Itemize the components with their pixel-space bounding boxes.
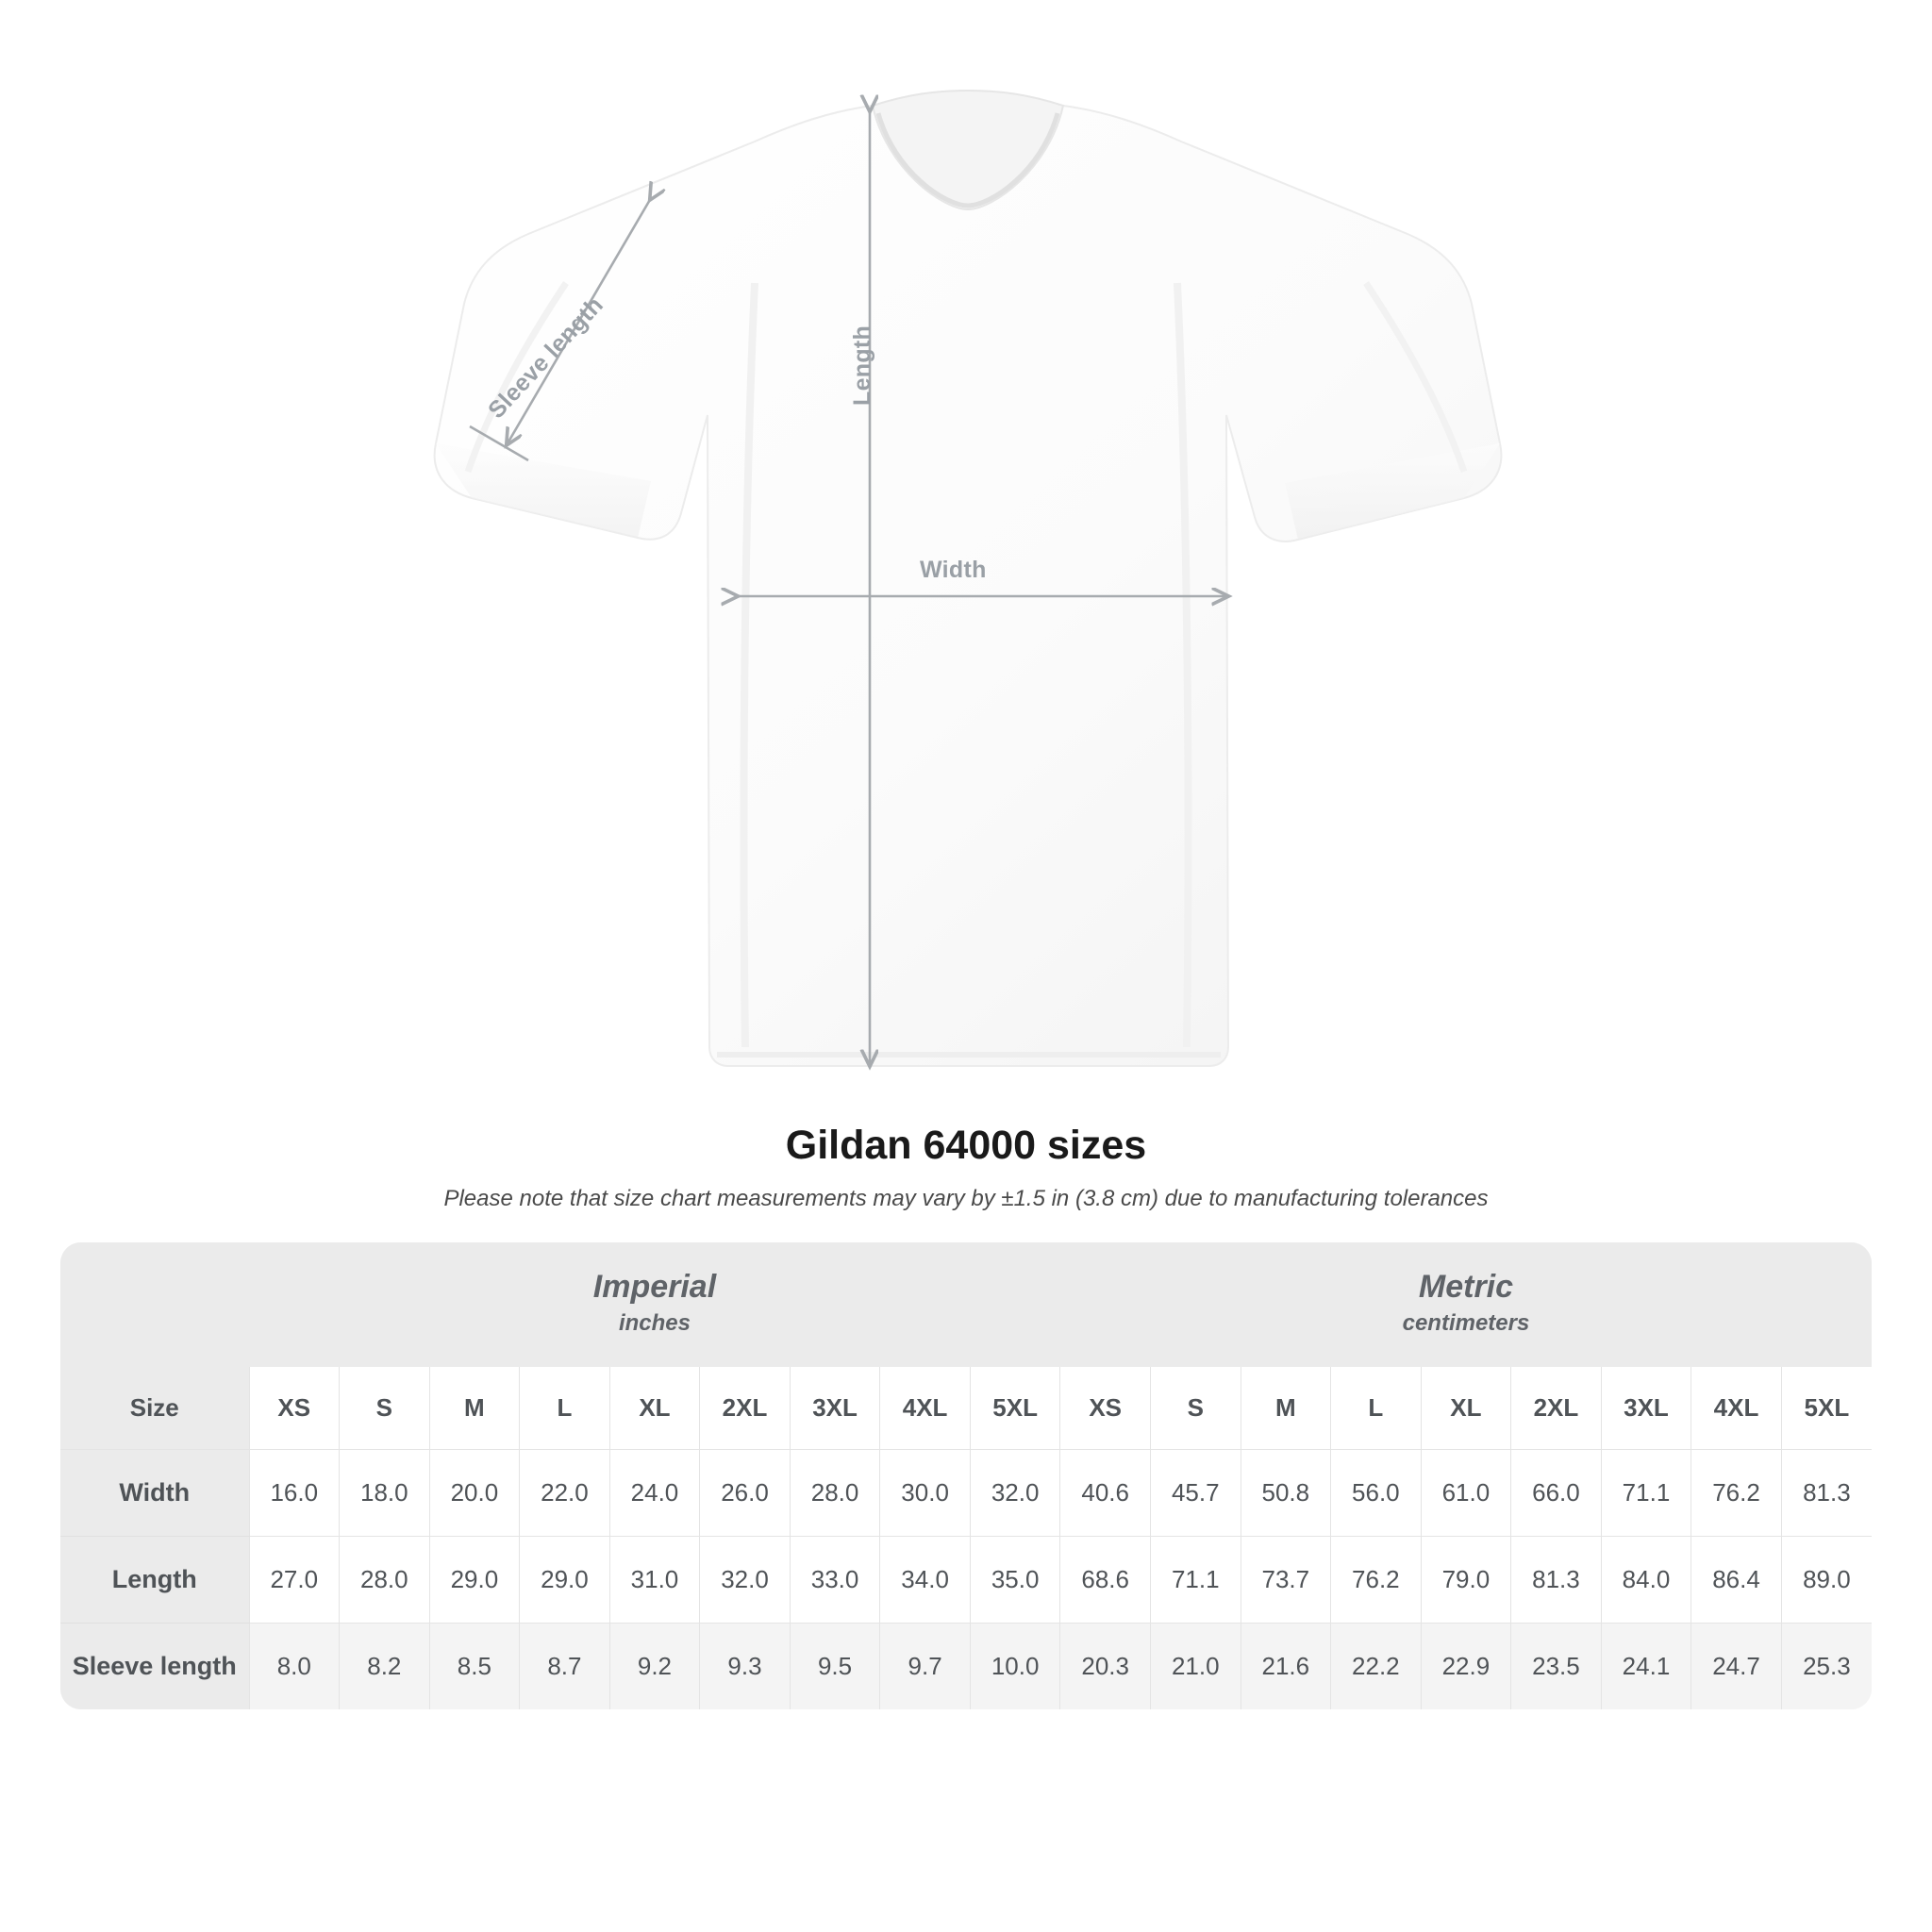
size-row-header: Size [60, 1367, 249, 1450]
table-cell: 8.7 [520, 1624, 610, 1710]
table-cell: 20.0 [429, 1450, 520, 1537]
length-label: Length [849, 325, 875, 406]
table-cell: 76.2 [1691, 1450, 1782, 1537]
row-label-sleeve-length: Sleeve length [60, 1624, 249, 1710]
size-header-cell: S [1150, 1367, 1241, 1450]
table-cell: 24.1 [1601, 1624, 1691, 1710]
size-header-cell: S [340, 1367, 430, 1450]
row-label-length: Length [60, 1537, 249, 1624]
table-cell: 40.6 [1060, 1450, 1151, 1537]
table-cell: 28.0 [340, 1537, 430, 1624]
table-cell: 9.7 [880, 1624, 971, 1710]
table-cell: 8.0 [249, 1624, 340, 1710]
unit-group-metric-sub: centimeters [1402, 1309, 1530, 1336]
table-cell: 61.0 [1421, 1450, 1511, 1537]
table-cell: 24.7 [1691, 1624, 1782, 1710]
unit-group-imperial [249, 1242, 1060, 1367]
table-cell: 22.9 [1421, 1624, 1511, 1710]
size-header-cell: 4XL [880, 1367, 971, 1450]
table-cell: 71.1 [1601, 1450, 1691, 1537]
size-header-row [60, 1367, 1872, 1450]
table-cell: 9.5 [790, 1624, 880, 1710]
table-cell: 9.3 [700, 1624, 791, 1710]
table-cell: 81.3 [1511, 1537, 1602, 1624]
size-header-cell: 3XL [1601, 1367, 1691, 1450]
table-cell: 73.7 [1241, 1537, 1331, 1624]
table-cell: 8.5 [429, 1624, 520, 1710]
size-header-cell: 5XL [1781, 1367, 1872, 1450]
size-table-container [60, 1242, 1872, 1709]
table-cell: 9.2 [609, 1624, 700, 1710]
table-row [60, 1624, 1872, 1710]
table-cell: 33.0 [790, 1537, 880, 1624]
unit-group-imperial-name: Imperial [592, 1269, 717, 1305]
table-cell: 89.0 [1781, 1537, 1872, 1624]
size-header-cell: 5XL [970, 1367, 1060, 1450]
sleeve-length-label: Sleeve length [483, 291, 609, 425]
table-cell: 56.0 [1331, 1450, 1422, 1537]
table-cell: 27.0 [249, 1537, 340, 1624]
table-cell: 31.0 [609, 1537, 700, 1624]
size-header-cell: M [429, 1367, 520, 1450]
table-cell: 29.0 [429, 1537, 520, 1624]
table-cell: 76.2 [1331, 1537, 1422, 1624]
table-cell: 16.0 [249, 1450, 340, 1537]
unit-group-metric-name: Metric [1418, 1269, 1514, 1305]
table-cell: 81.3 [1781, 1450, 1872, 1537]
size-header-cell: 2XL [1511, 1367, 1602, 1450]
table-cell: 24.0 [609, 1450, 700, 1537]
table-cell: 66.0 [1511, 1450, 1602, 1537]
title-block [0, 1123, 1932, 1212]
unit-header-row [60, 1242, 1872, 1367]
table-corner-cell [60, 1242, 249, 1367]
table-cell: 20.3 [1060, 1624, 1151, 1710]
table-cell: 45.7 [1150, 1450, 1241, 1537]
table-row [60, 1450, 1872, 1537]
size-header-cell: XS [1060, 1367, 1151, 1450]
page-title: Gildan 64000 sizes [785, 1123, 1147, 1168]
size-header-cell: XS [249, 1367, 340, 1450]
table-cell: 8.2 [340, 1624, 430, 1710]
table-cell: 35.0 [970, 1537, 1060, 1624]
table-cell: 32.0 [970, 1450, 1060, 1537]
table-cell: 29.0 [520, 1537, 610, 1624]
size-header-cell: M [1241, 1367, 1331, 1450]
unit-group-metric [1060, 1242, 1872, 1367]
size-header-cell: XL [609, 1367, 700, 1450]
table-cell: 21.6 [1241, 1624, 1331, 1710]
size-header-cell: L [1331, 1367, 1422, 1450]
table-cell: 71.1 [1150, 1537, 1241, 1624]
table-cell: 21.0 [1150, 1624, 1241, 1710]
size-header-cell: 2XL [700, 1367, 791, 1450]
size-header-cell: 4XL [1691, 1367, 1782, 1450]
table-cell: 26.0 [700, 1450, 791, 1537]
table-cell: 79.0 [1421, 1537, 1511, 1624]
row-label-width: Width [60, 1450, 249, 1537]
table-cell: 28.0 [790, 1450, 880, 1537]
table-cell: 32.0 [700, 1537, 791, 1624]
table-cell: 68.6 [1060, 1537, 1151, 1624]
table-cell: 10.0 [970, 1624, 1060, 1710]
tolerance-note: Please note that size chart measurements may vary by ±1.5 in (3.8 cm) due to manufacturing tolerances [443, 1186, 1489, 1211]
table-cell: 86.4 [1691, 1537, 1782, 1624]
unit-group-imperial-sub: inches [618, 1309, 691, 1336]
table-row [60, 1537, 1872, 1624]
table-cell: 30.0 [880, 1450, 971, 1537]
width-label: Width [920, 557, 987, 583]
table-cell: 18.0 [340, 1450, 430, 1537]
table-cell: 84.0 [1601, 1537, 1691, 1624]
table-cell: 23.5 [1511, 1624, 1602, 1710]
size-header-cell: 3XL [790, 1367, 880, 1450]
table-cell: 34.0 [880, 1537, 971, 1624]
table-cell: 25.3 [1781, 1624, 1872, 1710]
table-cell: 22.2 [1331, 1624, 1422, 1710]
size-header-cell: XL [1421, 1367, 1511, 1450]
size-header-cell: L [520, 1367, 610, 1450]
table-cell: 50.8 [1241, 1450, 1331, 1537]
table-cell: 22.0 [520, 1450, 610, 1537]
size-table [60, 1242, 1872, 1709]
